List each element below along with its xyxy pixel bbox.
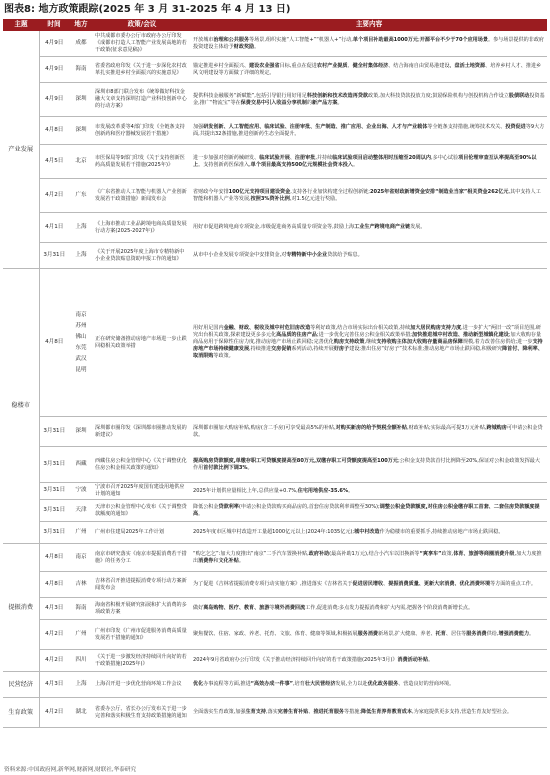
content-highlight: 金融、财政、税收及城中村危旧房改造 bbox=[223, 325, 311, 331]
content-text: 。 bbox=[337, 99, 343, 106]
topic-cell: 生育政策 bbox=[3, 698, 39, 728]
content-highlight: 单个项目补助最高1000万元 bbox=[352, 36, 419, 43]
content-highlight: 提振消费质量、更新大宗消费、优化消费环境 bbox=[388, 581, 491, 587]
content-highlight: “高效办成一件事” bbox=[250, 681, 294, 687]
policy-cell: 省委省政府印发《关于进一步深化农村改革扎实推进乡村全面振兴的实施意见》 bbox=[93, 57, 191, 83]
table-row bbox=[3, 572, 547, 598]
content-highlight: 首付款比例下调3% bbox=[203, 464, 248, 471]
content-text: 政策, bbox=[441, 550, 454, 557]
content-highlight: 、盘活土地资源 bbox=[449, 62, 486, 69]
content-text: 。参与场景提供的非政府投资建设主体给予 bbox=[193, 36, 545, 50]
content-text: (申请公积金贷款购买商品房的,首套住房贷款利率调整至30%); bbox=[238, 503, 380, 510]
region-cell: 天津 bbox=[69, 500, 93, 522]
content-text: 做好 bbox=[193, 605, 204, 611]
content-text: 作为稳楼市的重要抓手,持续推动房地产市场止跌回稳。 bbox=[379, 529, 504, 535]
date-cell: 3月31日 bbox=[39, 447, 69, 483]
content-highlight: 高品质的住房产品 bbox=[276, 332, 317, 338]
content-cell bbox=[191, 83, 547, 117]
topic-cell: 产业发展 bbox=[3, 31, 39, 269]
content-text: ,多中心试验 bbox=[431, 154, 459, 161]
content-text: (最高补助1万元),结合小汽车以旧换新等 bbox=[329, 550, 420, 557]
content-text: 开放城市 bbox=[193, 36, 214, 43]
region-cell: 深圳 bbox=[69, 117, 93, 145]
content-text: 目标,重点在促进 bbox=[279, 62, 317, 69]
region-name: 苏州 bbox=[75, 322, 87, 329]
content-highlight: 优化 bbox=[193, 681, 204, 687]
content-cell bbox=[191, 698, 547, 728]
policy-cell: 正在研究储备推动房地产市场进一步止跌回稳相关政策举措 bbox=[93, 269, 191, 417]
date-cell: 4月1日 bbox=[39, 213, 69, 243]
policy-cell: 海南省积极开展研究拓展和扩大消费的多项政策方案 bbox=[93, 598, 191, 620]
content-highlight: 消费券 bbox=[198, 557, 214, 564]
content-text: 投资基金,推广“物流宝”等在 bbox=[193, 92, 545, 106]
content-cell bbox=[191, 447, 547, 483]
content-text: 规模,着力改善住房供给;进一步 bbox=[462, 339, 533, 345]
content-highlight: 加快推进城中村改造、推动新型城镇化建设 bbox=[412, 332, 509, 338]
content-highlight: 100亿元支持项目建设资金 bbox=[228, 188, 291, 195]
topic-cell: 提振消费 bbox=[3, 544, 39, 672]
region-name: 佛山 bbox=[75, 333, 87, 340]
content-text: 。 bbox=[348, 487, 354, 494]
content-text: 。 bbox=[247, 464, 253, 471]
date-cell: 4月3日 bbox=[39, 672, 69, 698]
content-cell bbox=[191, 117, 547, 145]
content-text: ,财政补贴;实际最高可提3万元补贴, bbox=[406, 424, 487, 431]
content-text: 、居住等 bbox=[445, 631, 467, 637]
content-text: 。 bbox=[254, 43, 260, 50]
policy-cell: 上海召开进一步优化营商环境工作会议 bbox=[93, 672, 191, 698]
content-text: ,为家庭提供更多支持,营造生育友好型社会。 bbox=[411, 709, 513, 715]
region-cell: 成都 bbox=[69, 31, 93, 57]
table-body bbox=[3, 31, 547, 728]
table-row bbox=[3, 650, 547, 672]
content-text: 的 bbox=[306, 99, 312, 106]
content-highlight: 离岛购物、医疗、教育、旅游 bbox=[203, 605, 270, 611]
table-row bbox=[3, 31, 547, 57]
content-text: ,落实 bbox=[265, 709, 278, 715]
table-row bbox=[3, 447, 547, 483]
content-text: 等9大方面,共提出32条措施,推进创新药生态全面提升。 bbox=[193, 123, 545, 137]
policy-cell: 中共成都市委办公厅市政府办公厅印发《成都市打造人工智能产业发展高地的若干政策(征求意见稿)》 bbox=[93, 31, 191, 57]
content-text: 建设;推出住房“好房子”技术标准;推动房地产市场止跌回稳,积极研究 bbox=[349, 346, 503, 352]
region-cell: 海南 bbox=[69, 57, 93, 83]
table-row bbox=[3, 179, 547, 213]
date-cell: 4月2日 bbox=[39, 650, 69, 672]
region-cell: 深圳 bbox=[69, 83, 93, 117]
date-cell: 4月8日 bbox=[39, 117, 69, 145]
date-cell: 4月9日 bbox=[39, 83, 69, 117]
date-cell: 4月9日 bbox=[39, 57, 69, 83]
content-cell bbox=[191, 500, 547, 522]
content-highlight: 调整公积金贷款额度,对住房公积金缴存职工 bbox=[379, 503, 479, 510]
content-highlight: 2025年省财政新增资金安排“制造业当家”相关资金262亿元 bbox=[370, 188, 509, 195]
content-highlight: 贷款利率 bbox=[218, 503, 239, 510]
table-row bbox=[3, 698, 547, 728]
content-text: 工作,促进消费;多点发力提振消费和扩大内需,把握各个阶段消费新增长点。 bbox=[305, 605, 474, 611]
policy-cell: 吉林省召开推进提振消费专项行动方案新闻发布会 bbox=[93, 572, 191, 598]
content-highlight: 财政奖励 bbox=[233, 43, 255, 50]
content-highlight: 购房支持政策 bbox=[333, 339, 365, 345]
content-highlight: 保费交易中引入收益分享机制 bbox=[240, 99, 307, 106]
region-cell: 深圳 bbox=[69, 417, 93, 447]
header-topic: 主题 bbox=[3, 19, 39, 31]
header-region: 地方 bbox=[69, 19, 93, 31]
content-text: 等场景,组织实施“人工智能+”“机器人+”行动, bbox=[249, 36, 353, 43]
content-text: ,并持续 bbox=[315, 154, 333, 161]
content-text: 。 bbox=[428, 657, 434, 663]
region-cell: 广州 bbox=[69, 522, 93, 544]
content-text: 。 bbox=[198, 510, 204, 517]
date-cell: 4月5日 bbox=[39, 145, 69, 179]
source-note: 资料来源:中国政府网,新华网,财新网,财联社,华泰研究 bbox=[4, 767, 137, 773]
content-text: 自由贸易港建设 bbox=[413, 62, 450, 69]
content-text: 、 bbox=[383, 581, 389, 587]
content-text: ,加大力度推出 bbox=[193, 550, 542, 564]
table-row bbox=[3, 598, 547, 620]
content-highlight: 托育 bbox=[435, 631, 446, 637]
region-cell: 广东 bbox=[69, 179, 93, 213]
content-highlight: 治理和公共服务 bbox=[213, 36, 250, 43]
topic-cell: 民营经济 bbox=[3, 672, 39, 698]
content-text: ;公积金支持贷款首付比例降至20%,保证对公积金政策发挥最大作用 bbox=[193, 457, 540, 471]
content-highlight: 对购买新房的给予契税全额补贴 bbox=[335, 424, 407, 431]
content-text: 、结合海南 bbox=[388, 62, 414, 69]
content-highlight: 降低生育养育教育成本 bbox=[361, 709, 412, 715]
content-text: 聚焦餐饮、住宿、家政、养老、托育、文旅、体育、健康等领域,积极拓展 bbox=[193, 631, 358, 637]
content-cell bbox=[191, 179, 547, 213]
content-highlight: 服务消费 bbox=[357, 631, 379, 637]
content-highlight: 体育、旅游等商圈消费升级 bbox=[453, 550, 515, 557]
content-cell bbox=[191, 31, 547, 57]
content-highlight: 境外消费回流 bbox=[274, 605, 306, 611]
content-text: ;加大收购存量商品房用于保障性住房力度,推动房地产市场止跌回稳;完善优化 bbox=[193, 332, 542, 345]
region-name: 东莞 bbox=[75, 344, 87, 351]
policy-cell: 天津市公积金管理中心发布《关于调整贷款额度的通知》 bbox=[93, 500, 191, 522]
content-text: ,其中支持人工智能和机器人产业等发展, bbox=[193, 188, 541, 202]
region-name: 昆明 bbox=[75, 366, 87, 373]
content-highlight: 按照3%资补比例 bbox=[250, 195, 290, 202]
content-text: 。 bbox=[238, 557, 245, 564]
table-header bbox=[3, 19, 547, 31]
content-text: 、 bbox=[289, 154, 295, 161]
content-text: 加强 bbox=[193, 123, 204, 130]
date-cell: 4月2日 bbox=[39, 179, 69, 213]
content-highlight: 城中村改造 bbox=[354, 529, 380, 535]
content-highlight: 提高购房贷款额度,单缴存职工可贷额度提高至80万元,双缴存职工可贷额度提高至100万元 bbox=[193, 457, 398, 464]
date-cell: 4月8日 bbox=[39, 572, 69, 598]
region-cell: 吉林 bbox=[69, 572, 93, 598]
content-text: 发展。 bbox=[410, 224, 426, 230]
content-text: ,支持各行业加快构建全过程创新链; bbox=[290, 188, 370, 195]
policy-cell: 深圳市8部门联合发布《统筹做好科技金融大文章支持深圳打造产业科技创新中心的行动方案》 bbox=[93, 83, 191, 117]
content-highlight: 增强消费能力 bbox=[498, 631, 530, 637]
content-text: ; bbox=[418, 36, 420, 43]
content-highlight: 开源平台不少于70个应用场景 bbox=[419, 36, 488, 43]
header-date: 时间 bbox=[39, 19, 69, 31]
content-highlight: 单个项目最高支持500亿元规模社会资本投入 bbox=[250, 161, 353, 168]
content-text: 等措施; bbox=[344, 709, 362, 715]
region-cell: 宁波 bbox=[69, 483, 93, 500]
table-row bbox=[3, 145, 547, 179]
region-cell: 广州 bbox=[69, 620, 93, 650]
header-policy: 政策/会议 bbox=[93, 19, 191, 31]
policy-cell: 广州市住建局2025年工作计划 bbox=[93, 522, 191, 544]
content-text: 发展,全力以赴 bbox=[335, 681, 368, 687]
content-highlight: 推进托育服务 bbox=[313, 709, 345, 715]
content-highlight: 优化政务服务 bbox=[367, 681, 399, 687]
date-cell: 4月9日 bbox=[39, 31, 69, 57]
policy-cell: 西藏住房公积金管理中心《关于调整优化住房公积金相关政策的通知》 bbox=[93, 447, 191, 483]
policy-cell: 南京市研究落实《南京市提振消费若干措施》的任务分工 bbox=[93, 544, 191, 572]
region-cell bbox=[69, 269, 93, 417]
content-highlight: 交房促销 bbox=[271, 346, 292, 352]
content-cell bbox=[191, 650, 547, 672]
content-highlight: 农村产业提质 bbox=[316, 62, 348, 69]
content-text: 、 bbox=[308, 709, 314, 715]
content-cell bbox=[191, 57, 547, 83]
content-text: 2024年9月省政府办公厅印发《关于推动经济持续回升向好的若干政策措施(2025年3月)》 bbox=[193, 657, 398, 663]
content-highlight: 研发创新、人工智能应用、临床试验、注册审批、生产制造、推广应用、企业出海、人才与产业载体 bbox=[203, 123, 428, 130]
content-text: 2025年度市区城中村改造开工量超1000亿元以上(2024年:1035亿元); bbox=[193, 529, 355, 535]
content-text: 从市中小企业发展专项资金中安排资金,对 bbox=[193, 252, 287, 258]
content-text: 等 bbox=[269, 605, 275, 611]
content-cell bbox=[191, 544, 547, 572]
date-cell: 3月31日 bbox=[39, 483, 69, 500]
table-row bbox=[3, 500, 547, 522]
region-cell: 海南 bbox=[69, 598, 93, 620]
content-text: 省财政今年安排 bbox=[193, 188, 229, 195]
policy-cell: 省委办公厅、省长办公厅发布关于进一步完善和落实积极生育支持政策措施的通知 bbox=[93, 698, 191, 728]
content-highlight: 降首付、降利率、取消限购 bbox=[193, 346, 543, 359]
content-highlight: 服务消费 bbox=[466, 631, 487, 637]
content-text: ,持续推进 bbox=[249, 346, 272, 352]
content-text: 提供科技金融服务“新赋能”,包括引导银行用好用足 bbox=[193, 92, 307, 99]
content-highlight: 首套、二套住房贷款额度提高 bbox=[193, 503, 540, 517]
policy-cell: 宁波市召开2025年度国有建设用地供应计划的通知 bbox=[93, 483, 191, 500]
content-text: ,培育 bbox=[293, 681, 305, 687]
region-cell: 上海 bbox=[69, 672, 93, 698]
content-highlight: 好房子 bbox=[333, 346, 350, 352]
content-text: 用好用足国内 bbox=[193, 325, 224, 331]
content-text: 政策,加大科技贷款投放力度;鼓励保险机构与创投机构合作设立 bbox=[368, 92, 509, 99]
content-cell bbox=[191, 672, 547, 698]
date-cell: 4月2日 bbox=[39, 698, 69, 728]
content-highlight: 促进居民增收 bbox=[352, 581, 384, 587]
content-highlight: 注册审批 bbox=[294, 154, 316, 161]
region-cell: 南京 bbox=[69, 544, 93, 572]
content-highlight: 消费活动补贴 bbox=[397, 657, 429, 663]
content-text: 新场景,扩大健康、养老、 bbox=[378, 631, 436, 637]
content-cell bbox=[191, 620, 547, 650]
content-highlight: 壮大民营经济 bbox=[304, 681, 336, 687]
content-text: 等政策。 bbox=[213, 353, 234, 359]
content-highlight: 工业生产跨境电商产业链 bbox=[354, 224, 411, 230]
date-cell: 4月3日 bbox=[39, 598, 69, 620]
content-text: 降低公积金 bbox=[193, 503, 219, 510]
table-row bbox=[3, 483, 547, 500]
content-highlight: 健全村集体经济 bbox=[352, 62, 389, 69]
content-highlight: 专精特新中小企业 bbox=[286, 252, 328, 258]
content-text: 等全链条支持措施,统筹技术攻关、 bbox=[427, 123, 506, 130]
content-text: 深圳都市圈加大购房补贴,购房(含二手房)可享受最高5%的补贴, bbox=[193, 424, 336, 431]
content-text: 、培养乡村人才、推进乡风文明建设等方面做了详细的规定。 bbox=[193, 62, 542, 76]
content-text: 可申请公积金贷款。 bbox=[193, 424, 543, 438]
content-highlight: 政府补助 bbox=[308, 550, 330, 557]
content-highlight: “爽享车” bbox=[419, 550, 442, 557]
figure-title: 图表8: 地方政策跟踪(2025 年 3 月 31-2025 年 4 月 13 日) bbox=[4, 4, 291, 15]
content-text: ,继续 bbox=[364, 339, 377, 345]
content-text: 为了促进《吉林省提振消费专项行动实施方案》,推进落实《吉林省关于 bbox=[193, 581, 353, 587]
region-name: 南京 bbox=[75, 311, 87, 318]
content-highlight: 加大居民购房支持力度 bbox=[410, 325, 462, 331]
policy-tracking-table bbox=[3, 19, 547, 728]
content-text: 。 bbox=[529, 631, 535, 637]
content-highlight: 文化补贴 bbox=[218, 557, 239, 564]
content-text: 和 bbox=[213, 557, 219, 564]
table-row bbox=[3, 57, 547, 83]
policy-cell: 市医保局等9部门印发《关于支持创新医药高质量发展若干措施(2025年)》 bbox=[93, 145, 191, 179]
table-row bbox=[3, 269, 547, 417]
content-highlight: 投资促进 bbox=[505, 123, 526, 130]
content-text: ,对1.5亿元进行奖励。 bbox=[289, 195, 341, 202]
region-cell: 四川 bbox=[69, 650, 93, 672]
region-cell: 西藏 bbox=[69, 447, 93, 483]
date-cell: 4月8日 bbox=[39, 269, 69, 417]
content-highlight: 支持收购主体加大收购存量商品房保障 bbox=[376, 339, 463, 345]
content-text: ;进一步优化完善住房公积金相关政策举措; bbox=[316, 332, 413, 338]
content-text: 供给, bbox=[486, 631, 499, 637]
table-row bbox=[3, 544, 547, 572]
content-text: 锚定推进乡村全面振兴、 bbox=[193, 62, 250, 69]
date-cell: 4月2日 bbox=[39, 620, 69, 650]
content-highlight: 支持房地产市场持续健康发展 bbox=[193, 339, 543, 352]
policy-cell: 广州市印发《广州市促进服务消费高质量发展若干措施的通知》 bbox=[93, 620, 191, 650]
date-cell: 4月8日 bbox=[39, 544, 69, 572]
content-text: ,进一步扩大“两旧一改”项目范围,研究出台相关政策,探索建设更多多元化 bbox=[193, 325, 542, 338]
region-cell: 北京 bbox=[69, 145, 93, 179]
content-cell bbox=[191, 417, 547, 447]
content-text: 、 bbox=[347, 62, 353, 69]
content-text: 办事流程等方面,推进 bbox=[203, 681, 251, 687]
policy-cell: 《关于开展2025年度上海市专精特新中小企业贷款贴息资助申报工作的通知》 bbox=[93, 243, 191, 269]
policy-cell: 《上海市推动工业品跨境电商高质量发展行动方案(2025-2027年)》 bbox=[93, 213, 191, 243]
content-highlight: 完善生育补贴 bbox=[277, 709, 309, 715]
content-highlight: 临床试验开展 bbox=[259, 154, 290, 161]
topic-cell: 稳楼市 bbox=[3, 269, 39, 544]
content-highlight: 临床试验项目启动整体用时压缩至20周以内 bbox=[332, 154, 431, 161]
table-row bbox=[3, 83, 547, 117]
region-name: 武汉 bbox=[75, 355, 87, 362]
region-cell: 上海 bbox=[69, 213, 93, 243]
content-cell bbox=[191, 598, 547, 620]
policy-cell: 市发展改革委等4部门印发《全链条支持创新药和医疗器械发展若干措施》 bbox=[93, 117, 191, 145]
content-text: “购乞乞乞”:加大力度推出“南京”二手汽车置换补贴, bbox=[193, 550, 309, 557]
content-cell bbox=[191, 145, 547, 179]
content-highlight: 住宅用地供应-35.6% bbox=[297, 487, 349, 494]
content-highlight: 股债联动 bbox=[508, 92, 530, 99]
table-row bbox=[3, 672, 547, 698]
table-row bbox=[3, 243, 547, 269]
policy-cell: 深圳都市圈印发《深圳都市圈推动发展的新建议》 bbox=[93, 417, 191, 447]
content-highlight: 生育支持 bbox=[245, 709, 266, 715]
content-cell bbox=[191, 213, 547, 243]
content-text: 等利好政策,结合市场实际出台相关政策,持续 bbox=[310, 325, 411, 331]
content-cell bbox=[191, 483, 547, 500]
content-highlight: 建设农业强省 bbox=[249, 62, 280, 69]
policy-cell: 《广东省推动人工智能与机器人产业创新发展若干政策措施》新闻发布会 bbox=[93, 179, 191, 213]
table-row bbox=[3, 417, 547, 447]
content-text: 、营造良好的营商环境。 bbox=[398, 681, 455, 687]
date-cell: 3月31日 bbox=[39, 522, 69, 544]
header-content: 主要内容 bbox=[191, 19, 547, 31]
content-highlight: 项目伦理审查互认率提高至90%以上 bbox=[193, 154, 537, 168]
policy-cell: 《关于进一步激发经济持续回升向好的若干政策措施(2025年)》 bbox=[93, 650, 191, 672]
content-cell bbox=[191, 243, 547, 269]
table-row bbox=[3, 117, 547, 145]
date-cell: 3月31日 bbox=[39, 500, 69, 522]
region-cell: 湖北 bbox=[69, 698, 93, 728]
content-text: 等方面的重点工作。 bbox=[490, 581, 536, 587]
content-cell bbox=[191, 572, 547, 598]
content-text: 贷款给予贴息。 bbox=[327, 252, 363, 258]
date-cell: 3月31日 bbox=[39, 243, 69, 269]
content-highlight: 跨城购房 bbox=[486, 424, 507, 431]
content-text: 全面落实生育政策,加强 bbox=[193, 709, 246, 715]
content-text: 用好市促进跨境电商专项资金,市级促进商务高质量专项资金等,鼓励上海 bbox=[193, 224, 355, 230]
table-row bbox=[3, 620, 547, 650]
table-row bbox=[3, 522, 547, 544]
content-text: 系列活动,持续开展 bbox=[291, 346, 334, 352]
content-highlight: 新产品方案 bbox=[312, 99, 338, 106]
content-cell bbox=[191, 522, 547, 544]
content-text: 。支持创新药医保准入, bbox=[198, 161, 251, 168]
region-cell: 上海 bbox=[69, 243, 93, 269]
content-cell bbox=[191, 269, 547, 417]
content-text: 进一步加强对创新药械研发、 bbox=[193, 154, 260, 161]
content-text: 2025年计划供应量相比上年,总供应量+0.7%, bbox=[193, 487, 298, 494]
content-text: 。 bbox=[353, 161, 359, 168]
content-highlight: 科技创新和技术改造再贷款 bbox=[306, 92, 369, 99]
table-row bbox=[3, 213, 547, 243]
date-cell: 3月31日 bbox=[39, 417, 69, 447]
